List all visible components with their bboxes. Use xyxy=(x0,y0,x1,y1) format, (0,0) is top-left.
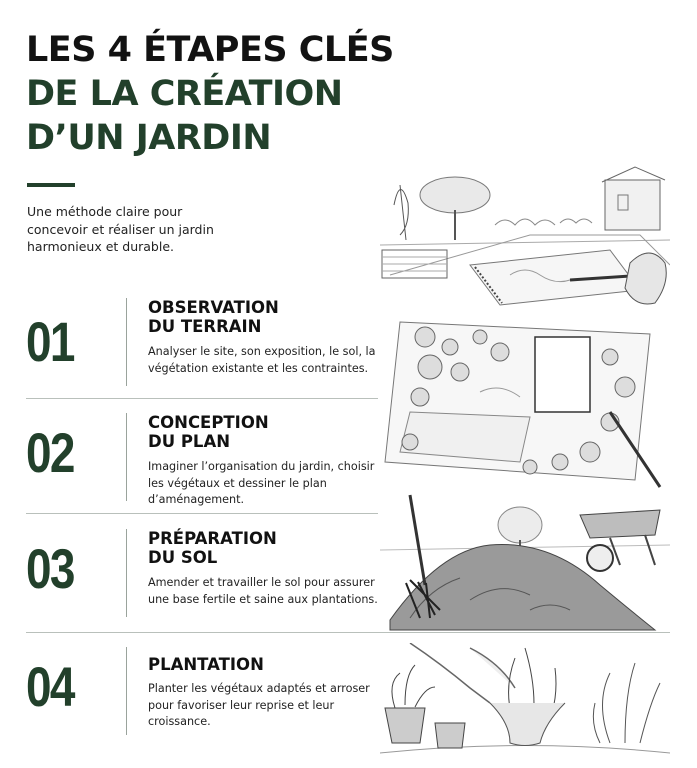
step-4 xyxy=(26,655,376,745)
title-line-2: DE LA CRÉATION xyxy=(26,74,343,114)
step-number: 03 xyxy=(26,537,74,600)
step-title: CONCEPTION DU PLAN xyxy=(148,413,269,451)
step-divider xyxy=(126,413,127,501)
intro-text: Une méthode claire pour concevoir et réaliser un jardin harmonieux et durable. xyxy=(27,204,214,254)
step-divider xyxy=(126,529,127,617)
step-number: 01 xyxy=(26,310,74,373)
step-number: 04 xyxy=(26,655,74,718)
step-description: Planter les végétaux adaptés et arroser pour favoriser leur reprise et leur croissance. xyxy=(148,682,370,728)
page-title xyxy=(26,28,394,160)
step-3 xyxy=(26,529,376,629)
title-line-3: D’UN JARDIN xyxy=(26,118,272,158)
planting-illustration xyxy=(380,643,670,761)
title-line-1: LES 4 ÉTAPES CLÉS xyxy=(26,30,394,70)
garden-sketch-illustration xyxy=(380,165,670,320)
step-title: OBSERVATION DU TERRAIN xyxy=(148,298,279,336)
step-number: 02 xyxy=(26,421,74,484)
step-divider xyxy=(126,298,127,386)
step-2 xyxy=(26,413,376,513)
title-underline xyxy=(27,183,75,187)
soil-preparation-illustration xyxy=(380,490,670,635)
step-divider xyxy=(126,647,127,735)
step-description: Analyser le site, son exposition, le sol, la végétation existante et les contraintes. xyxy=(148,345,376,375)
step-1 xyxy=(26,298,376,398)
garden-plan-illustration xyxy=(380,312,670,492)
step-title: PRÉPARATION DU SOL xyxy=(148,529,277,567)
step-separator xyxy=(26,513,378,514)
step-description: Imaginer l’organisation du jardin, choisir les végétaux et dessiner le plan d’aménagement. xyxy=(148,460,375,506)
step-separator xyxy=(26,398,378,399)
step-title: PLANTATION xyxy=(148,655,264,674)
step-description: Amender et travailler le sol pour assurer une base fertile et saine aux plantations. xyxy=(148,576,378,606)
